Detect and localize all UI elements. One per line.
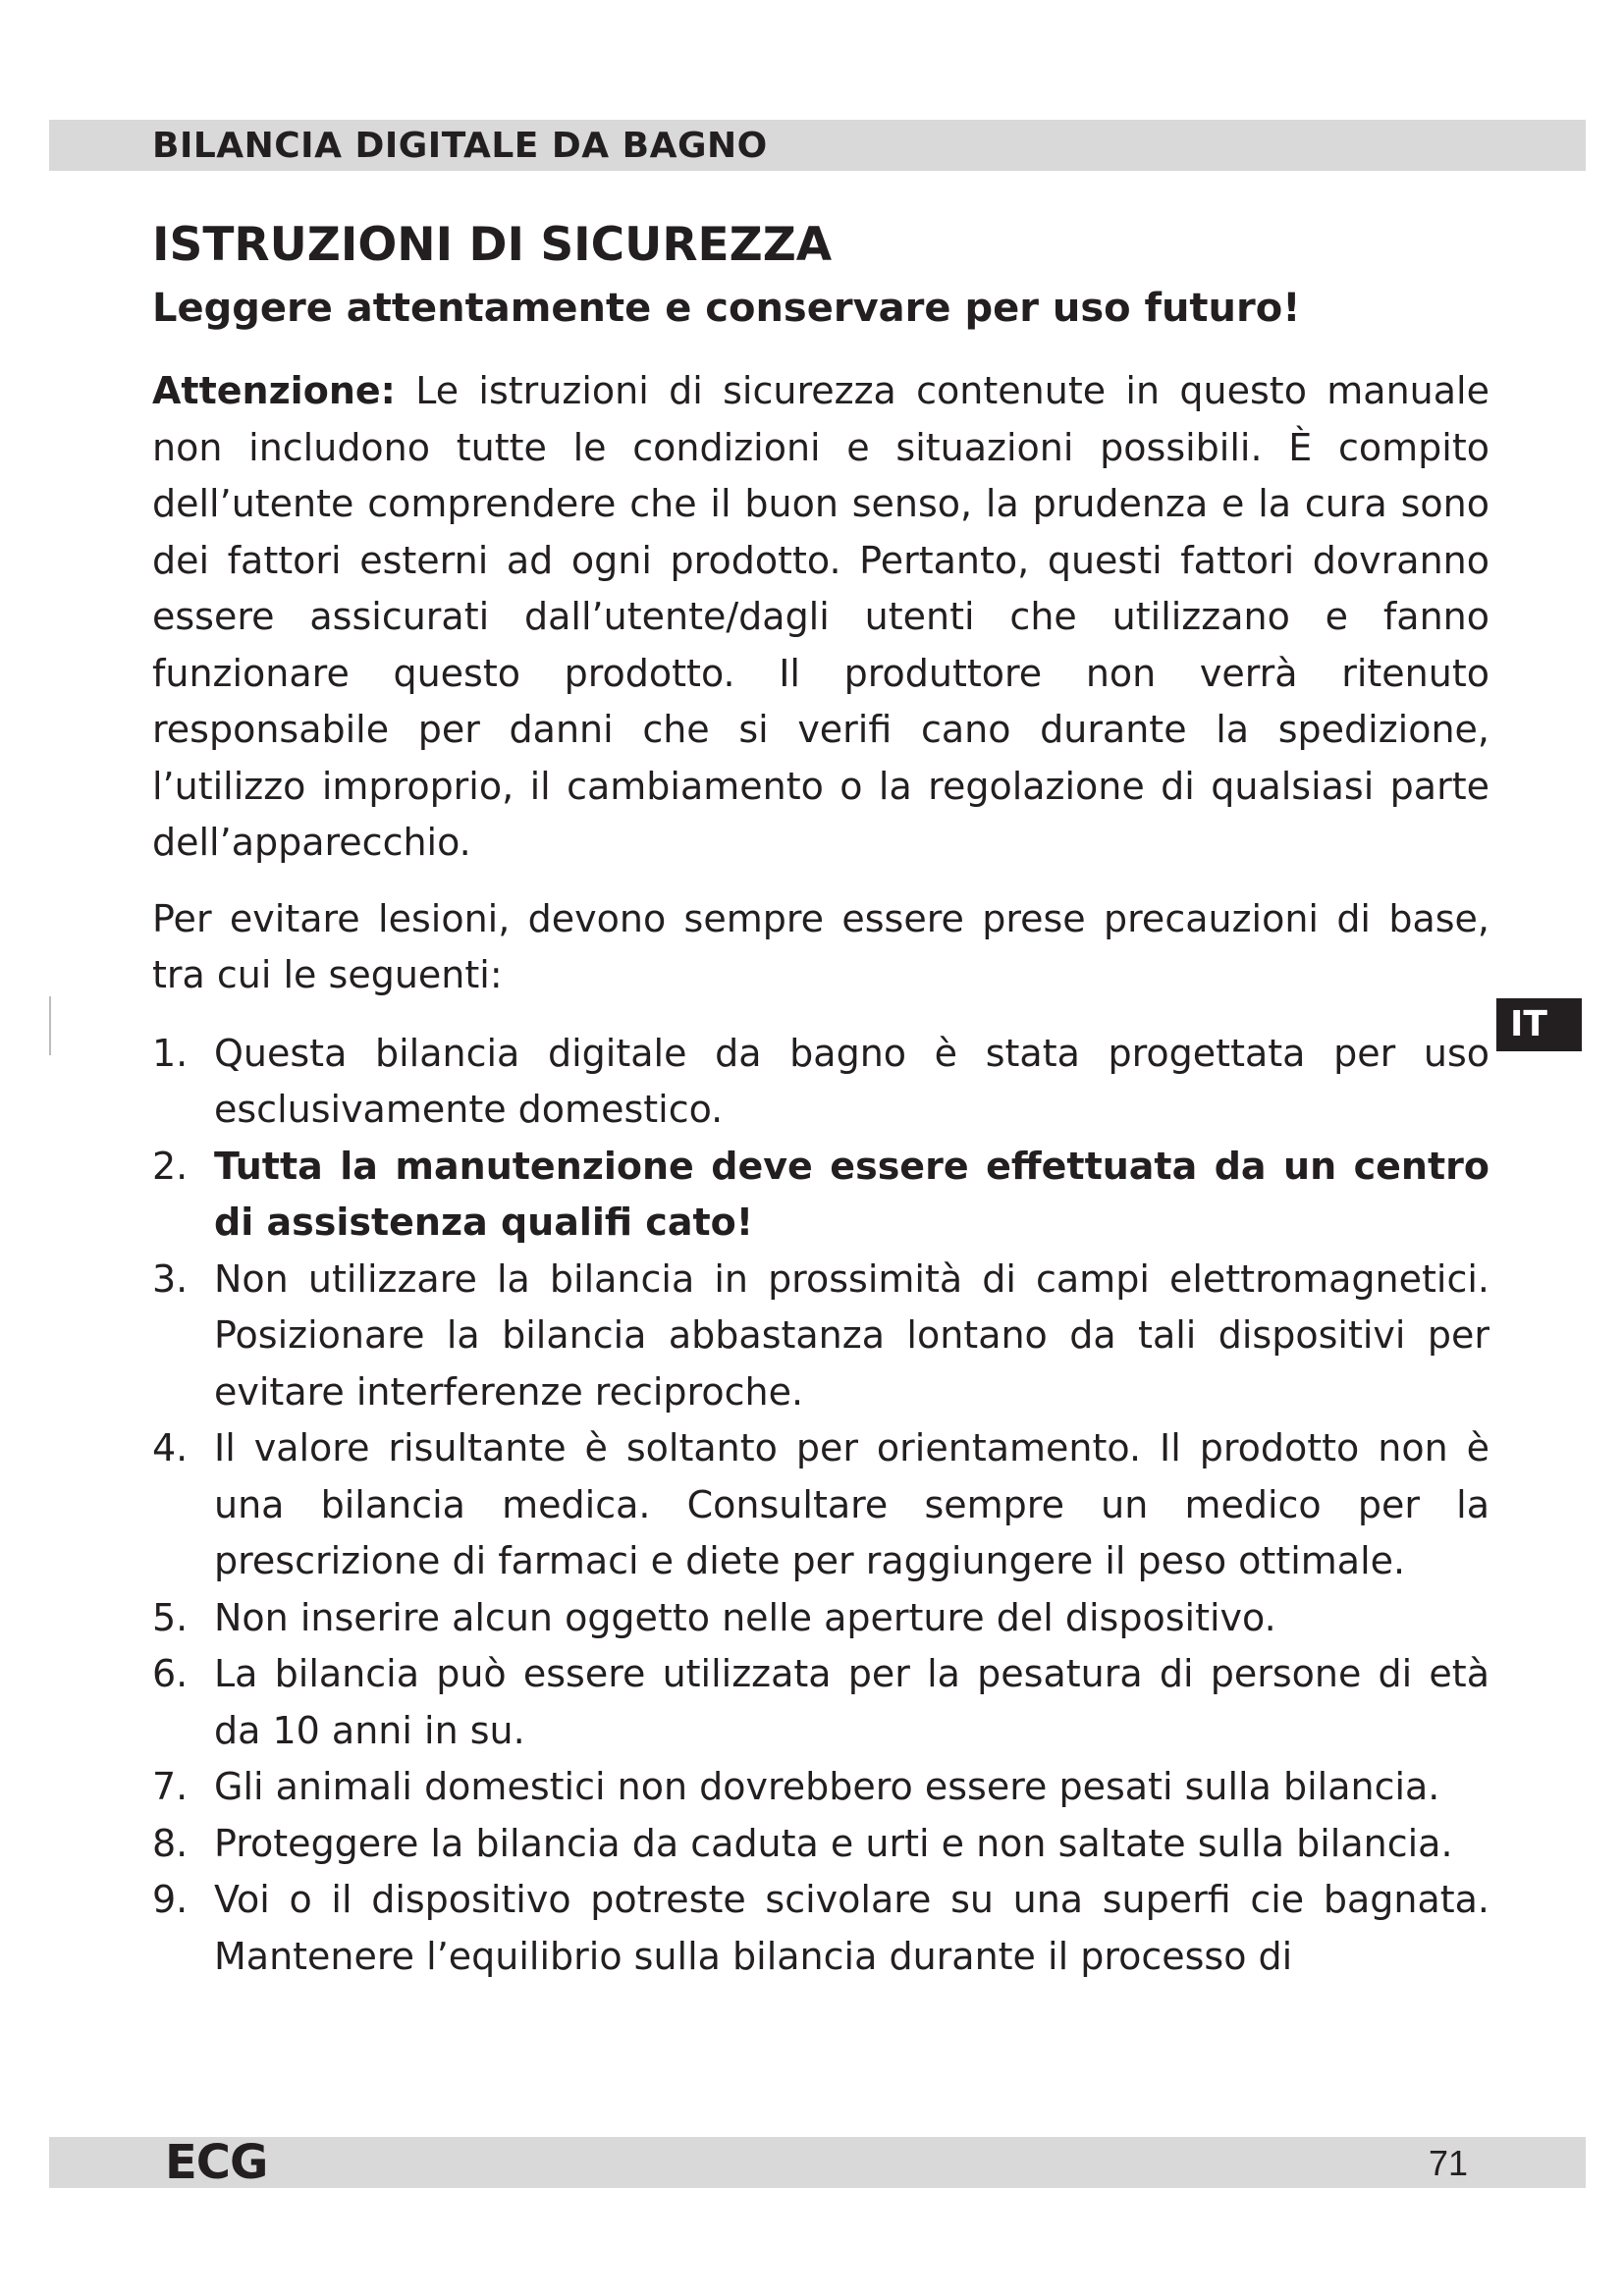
page-subheading: Leggere attentamente e conservare per uso futuro! [152, 286, 1301, 331]
list-item-text: Gli animali domestici non dovrebbero essere pesati sulla bilancia. [214, 1765, 1440, 1808]
list-item-text: Il valore risultante è soltanto per orientamento. Il prodotto non è una bilancia medica. Consultare sempre un medico per la prescrizione di farmaci e diete per raggiungere il peso ottimale. [214, 1426, 1489, 1582]
side-margin-mark [49, 996, 51, 1055]
list-item-text: Proteggere la bilancia da caduta e urti e non saltate sulla bilancia. [214, 1821, 1453, 1865]
list-item [152, 1252, 1489, 1421]
list-item-text: Tutta la manutenzione deve essere effettuata da un centro di assistenza qualifi cato! [214, 1144, 1489, 1244]
list-item [152, 1646, 1489, 1759]
header-title: BILANCIA DIGITALE DA BAGNO [152, 126, 768, 166]
list-item-text: Voi o il dispositivo potreste scivolare su una superfi cie bagnata. Mantenere l’equilibrio sulla bilancia durante il processo di [214, 1878, 1489, 1978]
list-item [152, 1420, 1489, 1590]
list-item-number: 8. [152, 1821, 189, 1865]
list-item-text: La bilancia può essere utilizzata per la pesatura di persone di età da 10 anni in su. [214, 1652, 1489, 1752]
list-item [152, 1759, 1489, 1816]
safety-list [152, 1026, 1489, 1986]
language-tab: IT [1496, 998, 1582, 1051]
warning-paragraph [152, 363, 1489, 872]
list-item-number: 2. [152, 1144, 189, 1188]
list-item-number: 1. [152, 1031, 189, 1075]
list-item-number: 4. [152, 1426, 189, 1469]
list-item-number: 3. [152, 1256, 189, 1301]
list-item [152, 1872, 1489, 1985]
list-item-text: Questa bilancia digitale da bagno è stata progettata per uso esclusivamente domestico. [214, 1031, 1489, 1131]
list-item-number: 9. [152, 1878, 189, 1921]
list-item-text: Non utilizzare la bilancia in prossimità di campi elettromagnetici. Posizionare la bilancia abbastanza lontano da tali dispositivi per evitare interferenze reciproche. [214, 1256, 1489, 1414]
list-item-number: 6. [152, 1652, 189, 1695]
list-item-text: Non inserire alcun oggetto nelle aperture del dispositivo. [214, 1595, 1276, 1639]
list-item [152, 1139, 1489, 1252]
list-item [152, 1590, 1489, 1647]
list-item [152, 1816, 1489, 1873]
safety-content [152, 363, 1489, 1985]
list-item [152, 1026, 1489, 1139]
list-item-number: 7. [152, 1765, 189, 1808]
intro-paragraph: Per evitare lesioni, devono sempre essere prese precauzioni di base, tra cui le seguenti: [152, 896, 1489, 996]
warning-label: Attenzione: [152, 369, 396, 412]
warning-text: Le istruzioni di sicurezza contenute in questo manuale non includono tutte le condizioni e situazioni possibili. È compito dell’utente comprendere che il buon senso, la prudenza e la cura sono dei fattori esterni ad ogni prodotto. Pertanto, questi fattori dovranno essere assicurati dall’utente/dagli utenti che utilizzano e fanno funzionare questo prodotto. Il produttore non verrà ritenuto responsabile per danni che si verifi cano durante la spedizione, l’utilizzo improprio, il cambiamento o la regolazione di qualsiasi parte dell’apparecchio. [152, 369, 1489, 864]
page-heading: ISTRUZIONI DI SICUREZZA [152, 218, 833, 272]
page-number: 71 [1429, 2143, 1469, 2183]
list-item-number: 5. [152, 1595, 189, 1639]
brand-logo: ECG [165, 2135, 268, 2190]
footer-bar [49, 2137, 1586, 2188]
